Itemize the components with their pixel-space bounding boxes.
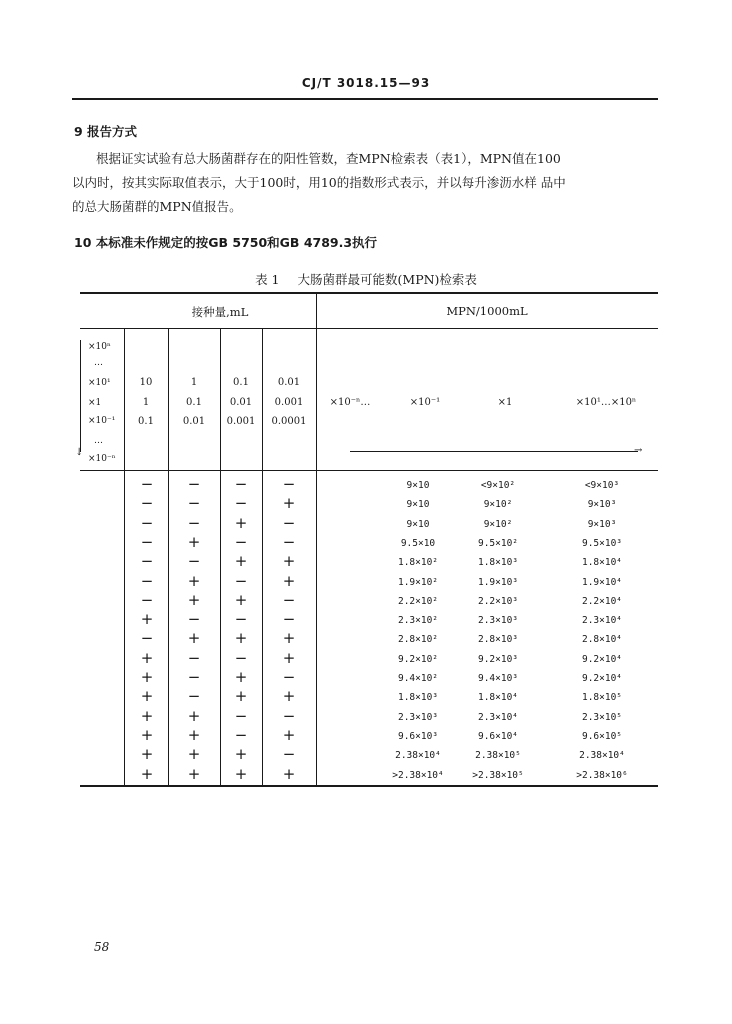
mpn-value: 9.4×10² bbox=[397, 673, 439, 684]
test-result-sign: − bbox=[234, 706, 248, 725]
scale-label: … bbox=[94, 436, 103, 446]
table-bottom-rule bbox=[80, 785, 658, 787]
test-result-sign: + bbox=[282, 725, 296, 744]
test-result-sign: + bbox=[187, 725, 201, 744]
test-result-sign: + bbox=[187, 706, 201, 725]
mpn-scale-heading: ×10⁻ⁿ… bbox=[329, 397, 371, 408]
volume-cell: 0.001 bbox=[274, 397, 304, 408]
volume-cell: 0.001 bbox=[226, 416, 256, 427]
scale-label: ×10ⁿ bbox=[88, 342, 111, 352]
test-result-sign: + bbox=[282, 648, 296, 667]
mpn-value: 1.8×10⁴ bbox=[581, 557, 623, 569]
test-result-sign: − bbox=[140, 552, 154, 571]
mpn-value: <9×10³ bbox=[584, 480, 620, 491]
test-result-sign: − bbox=[282, 475, 296, 493]
mpn-value: 9×10³ bbox=[587, 499, 617, 511]
mpn-scale-arrow-line bbox=[350, 451, 638, 452]
mpn-value: 2.8×10³ bbox=[477, 634, 519, 646]
mpn-value: 9.6×10⁵ bbox=[581, 730, 623, 742]
scale-label: ×1 bbox=[88, 398, 102, 408]
test-result-sign: − bbox=[140, 513, 154, 532]
mpn-value: 9.2×10² bbox=[397, 653, 439, 665]
test-result-sign: − bbox=[187, 475, 201, 493]
scale-arrow-line bbox=[80, 340, 81, 452]
scale-label: ×10⁻ⁿ bbox=[88, 454, 116, 464]
mpn-value: 9×10³ bbox=[587, 518, 617, 530]
mpn-value: 9×10² bbox=[483, 499, 513, 511]
mpn-value: 2.3×10² bbox=[397, 615, 439, 627]
table-caption-number: 表 1 bbox=[255, 272, 280, 287]
test-result-sign: + bbox=[140, 745, 154, 764]
mpn-value: 9.6×10³ bbox=[397, 730, 439, 742]
test-result-sign: − bbox=[140, 629, 154, 648]
mpn-value: 9.4×10³ bbox=[477, 673, 519, 684]
mpn-value: 2.8×10² bbox=[397, 634, 439, 646]
mpn-value: 2.2×10⁴ bbox=[581, 595, 623, 607]
mpn-value: >2.38×10⁵ bbox=[472, 769, 524, 781]
test-result-sign: + bbox=[234, 513, 248, 532]
mpn-value: 9.2×10⁴ bbox=[581, 673, 623, 684]
test-result-sign: + bbox=[187, 590, 201, 609]
volume-cell: 1 bbox=[190, 377, 198, 388]
table-caption-text: 大肠菌群最可能数(MPN)检索表 bbox=[297, 272, 477, 287]
mpn-value: 9.2×10⁴ bbox=[581, 653, 623, 665]
test-result-sign: − bbox=[140, 532, 154, 551]
test-result-sign: − bbox=[234, 494, 248, 513]
volume-cell: 0.1 bbox=[233, 377, 249, 388]
mpn-value: >2.38×10⁶ bbox=[576, 769, 628, 781]
test-result-sign: − bbox=[187, 494, 201, 513]
mpn-scale-heading: ×1 bbox=[497, 397, 513, 408]
test-result-sign: + bbox=[140, 668, 154, 686]
page-number: 58 bbox=[94, 940, 110, 954]
mpn-value: 9×10 bbox=[406, 480, 430, 491]
test-result-sign: − bbox=[282, 706, 296, 725]
mpn-value: 2.3×10⁵ bbox=[581, 711, 623, 723]
test-result-sign: − bbox=[234, 648, 248, 667]
inoculum-header: 接种量,mL bbox=[191, 305, 249, 319]
test-result-sign: + bbox=[234, 629, 248, 648]
test-result-sign: + bbox=[140, 706, 154, 725]
mpn-value: 9.6×10⁴ bbox=[477, 730, 519, 742]
test-result-sign: + bbox=[140, 648, 154, 667]
volume-cell: 0.0001 bbox=[271, 416, 307, 427]
section-10-title: 10 本标准未作规定的按GB 5750和GB 4789.3执行 bbox=[74, 235, 378, 250]
mpn-value: 2.3×10³ bbox=[397, 711, 439, 723]
volume-cell: 0.1 bbox=[138, 416, 154, 427]
mpn-value: 2.8×10⁴ bbox=[581, 634, 623, 646]
mpn-value: 9×10² bbox=[483, 518, 513, 530]
mpn-value: 9.5×10³ bbox=[581, 537, 623, 549]
paragraph-line-1: 根据证实试验有总大肠菌群存在的阳性管数，查MPN检索表（表1），MPN值在100 bbox=[96, 151, 561, 166]
test-result-sign: − bbox=[140, 571, 154, 590]
arrow-right-icon: → bbox=[634, 445, 643, 456]
mpn-value: 2.38×10⁴ bbox=[579, 750, 625, 762]
mpn-value: 1.8×10⁵ bbox=[581, 692, 623, 704]
mpn-value: 1.8×10³ bbox=[477, 557, 519, 569]
test-result-sign: − bbox=[187, 687, 201, 706]
test-result-sign: + bbox=[140, 764, 154, 783]
mpn-value: 2.3×10³ bbox=[477, 615, 519, 627]
document-code-header: CJ/T 3018.15—93 bbox=[301, 76, 431, 90]
test-result-sign: + bbox=[140, 687, 154, 706]
mpn-value: 1.8×10² bbox=[397, 557, 439, 569]
mpn-value: 1.9×10² bbox=[397, 576, 439, 588]
mpn-value: >2.38×10⁴ bbox=[392, 769, 444, 781]
test-result-sign: − bbox=[234, 475, 248, 493]
test-result-sign: − bbox=[187, 513, 201, 532]
test-result-sign: + bbox=[234, 745, 248, 764]
scale-arrow-down-icon: ↓ bbox=[75, 447, 84, 458]
scale-label: ×10⁻¹ bbox=[88, 416, 116, 426]
mpn-value: 2.2×10³ bbox=[477, 595, 519, 607]
mpn-value: 9.5×10 bbox=[400, 537, 436, 549]
mpn-value: 9×10 bbox=[406, 499, 430, 511]
mpn-header: MPN/1000mL bbox=[446, 304, 528, 318]
test-result-sign: + bbox=[187, 629, 201, 648]
test-result-sign: − bbox=[282, 610, 296, 629]
test-result-sign: − bbox=[187, 648, 201, 667]
mpn-value: 9×10 bbox=[406, 518, 430, 530]
mpn-value: 1.9×10³ bbox=[477, 576, 519, 588]
test-result-sign: + bbox=[234, 590, 248, 609]
mpn-value: 1.9×10⁴ bbox=[581, 576, 623, 588]
paragraph-line-3: 的总大肠菌群的MPN值报告。 bbox=[72, 199, 242, 214]
mpn-value: 9.2×10³ bbox=[477, 653, 519, 665]
test-result-sign: − bbox=[187, 610, 201, 629]
test-result-sign: − bbox=[140, 494, 154, 513]
mpn-value: 9.5×10² bbox=[477, 537, 519, 549]
test-result-sign: − bbox=[234, 725, 248, 744]
mpn-value: 1.8×10³ bbox=[397, 692, 439, 704]
mpn-value: 2.2×10² bbox=[397, 595, 439, 607]
test-result-sign: − bbox=[187, 552, 201, 571]
section-9-title: 9 报告方式 bbox=[74, 124, 138, 139]
volume-cell: 0.01 bbox=[182, 416, 206, 427]
test-result-sign: − bbox=[140, 590, 154, 609]
mpn-scale-heading: ×10¹…×10ⁿ bbox=[575, 397, 637, 408]
test-result-sign: + bbox=[234, 552, 248, 571]
table-main-divider bbox=[316, 294, 317, 785]
test-result-sign: + bbox=[187, 532, 201, 551]
test-result-sign: + bbox=[140, 610, 154, 629]
table-header-rule bbox=[80, 328, 658, 329]
table-caption bbox=[0, 270, 732, 288]
section-9-paragraph bbox=[72, 147, 658, 219]
test-result-sign: + bbox=[234, 764, 248, 783]
mpn-scale-heading: ×10⁻¹ bbox=[409, 397, 441, 408]
test-result-sign: − bbox=[282, 668, 296, 686]
mpn-value: 2.38×10⁴ bbox=[395, 750, 441, 762]
test-result-sign: + bbox=[187, 745, 201, 764]
test-result-sign: + bbox=[140, 725, 154, 744]
test-result-sign: + bbox=[234, 668, 248, 686]
test-result-sign: − bbox=[140, 475, 154, 493]
mpn-value: 2.38×10⁵ bbox=[475, 750, 521, 762]
test-result-sign: + bbox=[282, 687, 296, 706]
test-result-sign: + bbox=[282, 552, 296, 571]
volume-cell: 10 bbox=[139, 377, 153, 388]
test-result-sign: + bbox=[282, 764, 296, 783]
mpn-value: 2.3×10⁴ bbox=[581, 615, 623, 627]
paragraph-line-2: 以内时，按其实际取值表示，大于100时，用10的指数形式表示，并以每升渗沥水样 品中 bbox=[72, 175, 566, 190]
mpn-value: 2.3×10⁴ bbox=[477, 711, 519, 723]
header-rule bbox=[72, 98, 658, 100]
table-top-rule bbox=[80, 292, 658, 294]
test-result-sign: + bbox=[187, 571, 201, 590]
test-result-sign: + bbox=[282, 571, 296, 590]
table-body-rule bbox=[80, 470, 658, 471]
test-result-sign: − bbox=[234, 610, 248, 629]
test-result-sign: + bbox=[187, 764, 201, 783]
test-result-sign: − bbox=[282, 745, 296, 764]
volume-cell: 0.01 bbox=[277, 377, 301, 388]
test-result-sign: − bbox=[234, 532, 248, 551]
volume-cell: 1 bbox=[142, 397, 150, 408]
test-result-sign: − bbox=[187, 668, 201, 686]
scale-label: ×10¹ bbox=[88, 378, 111, 388]
test-result-sign: − bbox=[282, 513, 296, 532]
scale-label: … bbox=[94, 358, 103, 368]
test-result-sign: − bbox=[282, 532, 296, 551]
test-result-sign: + bbox=[282, 494, 296, 513]
test-result-sign: − bbox=[282, 590, 296, 609]
volume-cell: 0.01 bbox=[229, 397, 253, 408]
volume-cell: 0.1 bbox=[186, 397, 202, 408]
test-result-sign: + bbox=[282, 629, 296, 648]
test-result-sign: − bbox=[234, 571, 248, 590]
test-result-sign: + bbox=[234, 687, 248, 706]
mpn-value: 1.8×10⁴ bbox=[477, 692, 519, 704]
mpn-value: <9×10² bbox=[480, 480, 516, 491]
